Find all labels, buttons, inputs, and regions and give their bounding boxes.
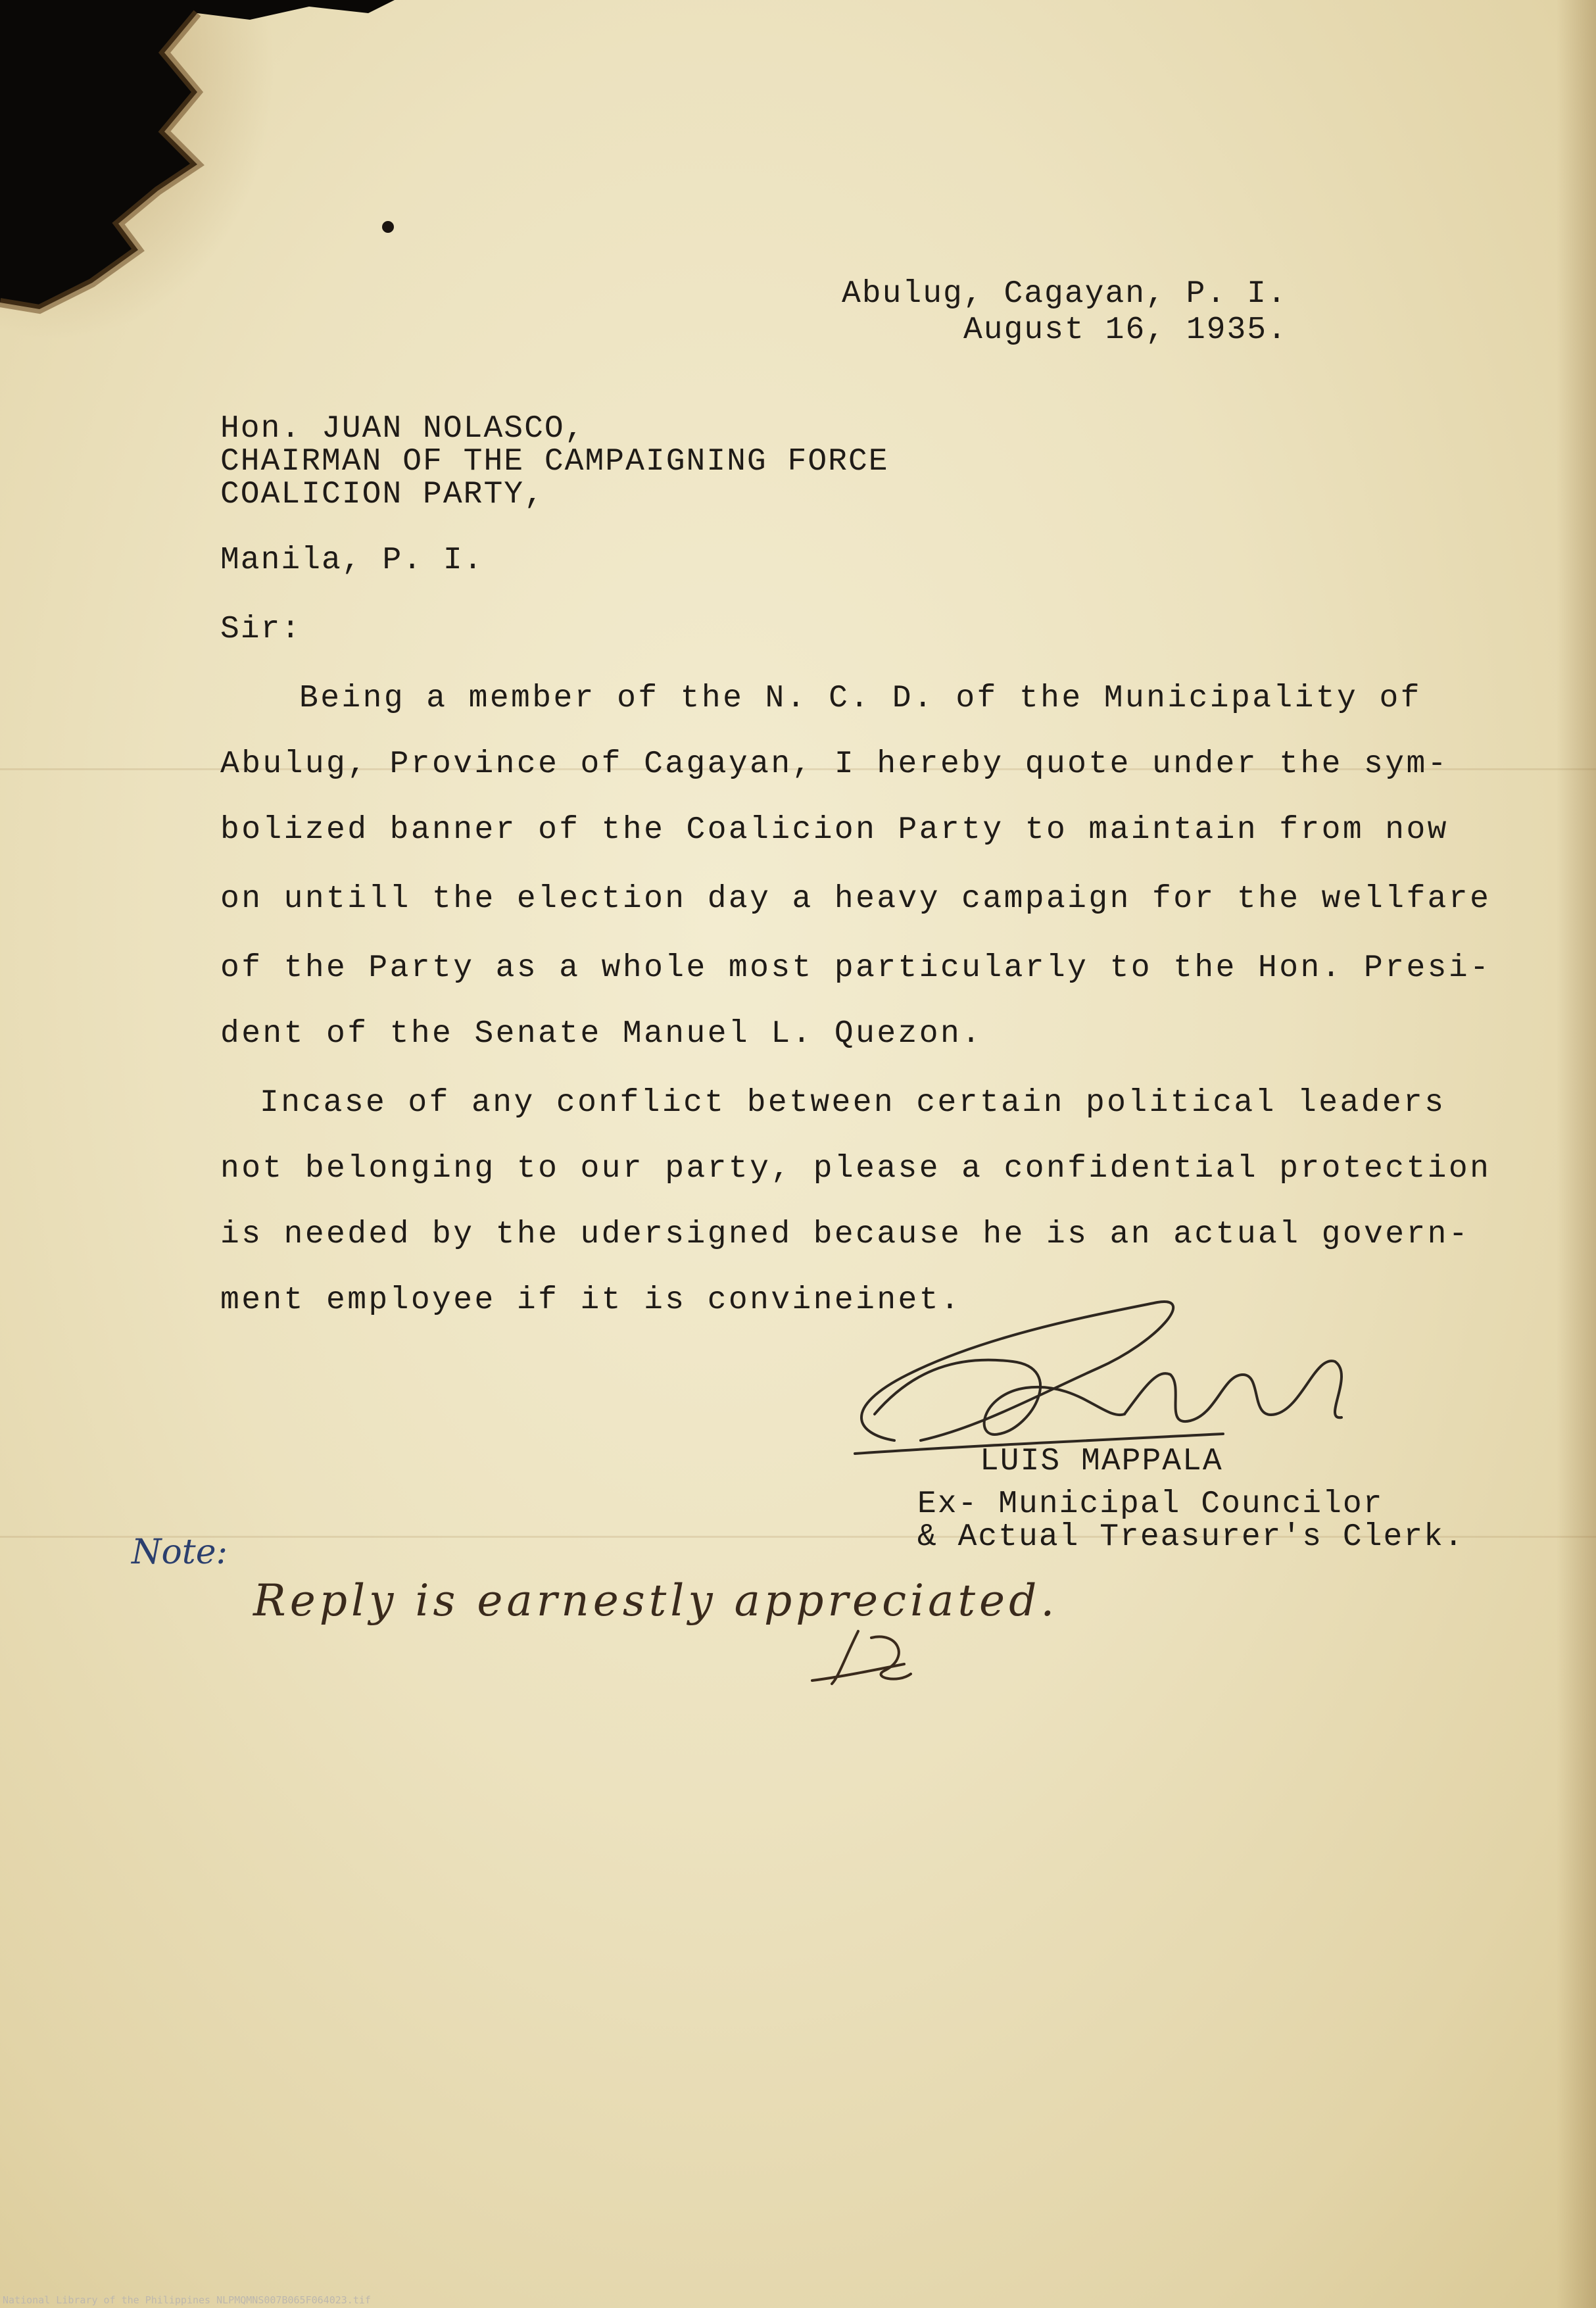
addressee-title: CHAIRMAN OF THE CAMPAIGNING FORCE bbox=[220, 444, 889, 479]
place-line: Abulug, Cagayan, P. I. bbox=[842, 276, 1288, 312]
addressee-name: Hon. JUAN NOLASCO, bbox=[220, 411, 585, 447]
signatory-position-1: Ex- Municipal Councilor bbox=[917, 1486, 1384, 1522]
body-line: on untill the election day a heavy campaign for the wellfare bbox=[220, 881, 1491, 917]
body-line: bolized banner of the Coalicion Party to maintain from now bbox=[220, 812, 1449, 848]
body-line: dent of the Senate Manuel L. Quezon. bbox=[220, 1016, 983, 1052]
handwritten-note-label: Note: bbox=[132, 1533, 228, 1572]
body-line: Being a member of the N. C. D. of the Municipality of bbox=[299, 681, 1422, 716]
date-line: August 16, 1935. bbox=[963, 312, 1288, 348]
salutation: Sir: bbox=[220, 612, 302, 647]
paper-edge-shadow bbox=[1557, 0, 1596, 2308]
body-line: of the Party as a whole most particularly to the Hon. Presi- bbox=[220, 950, 1491, 986]
body-line: not belonging to our party, please a confidential protection bbox=[220, 1151, 1491, 1187]
body-line: Abulug, Province of Cagayan, I hereby quote under the sym- bbox=[220, 747, 1449, 782]
archive-footer: National Library of the Philippines NLPMQMNS007B065F064023.tif bbox=[3, 2294, 371, 2306]
handwritten-initials bbox=[799, 1618, 931, 1697]
body-line: ment employee if it is convineinet. bbox=[220, 1283, 962, 1318]
addressee-organization: COALICION PARTY, bbox=[220, 477, 544, 512]
signatory-position-2: & Actual Treasurer's Clerk. bbox=[917, 1519, 1464, 1555]
body-line: Incase of any conflict between certain political leaders bbox=[260, 1085, 1446, 1121]
torn-corner bbox=[0, 0, 395, 342]
body-line: is needed by the udersigned because he is an actual govern- bbox=[220, 1217, 1470, 1252]
signatory-name: LUIS MAPPALA bbox=[980, 1444, 1223, 1479]
handwritten-note-text: Reply is earnestly appreciated. bbox=[253, 1575, 1059, 1626]
addressee-city: Manila, P. I. bbox=[220, 543, 484, 578]
